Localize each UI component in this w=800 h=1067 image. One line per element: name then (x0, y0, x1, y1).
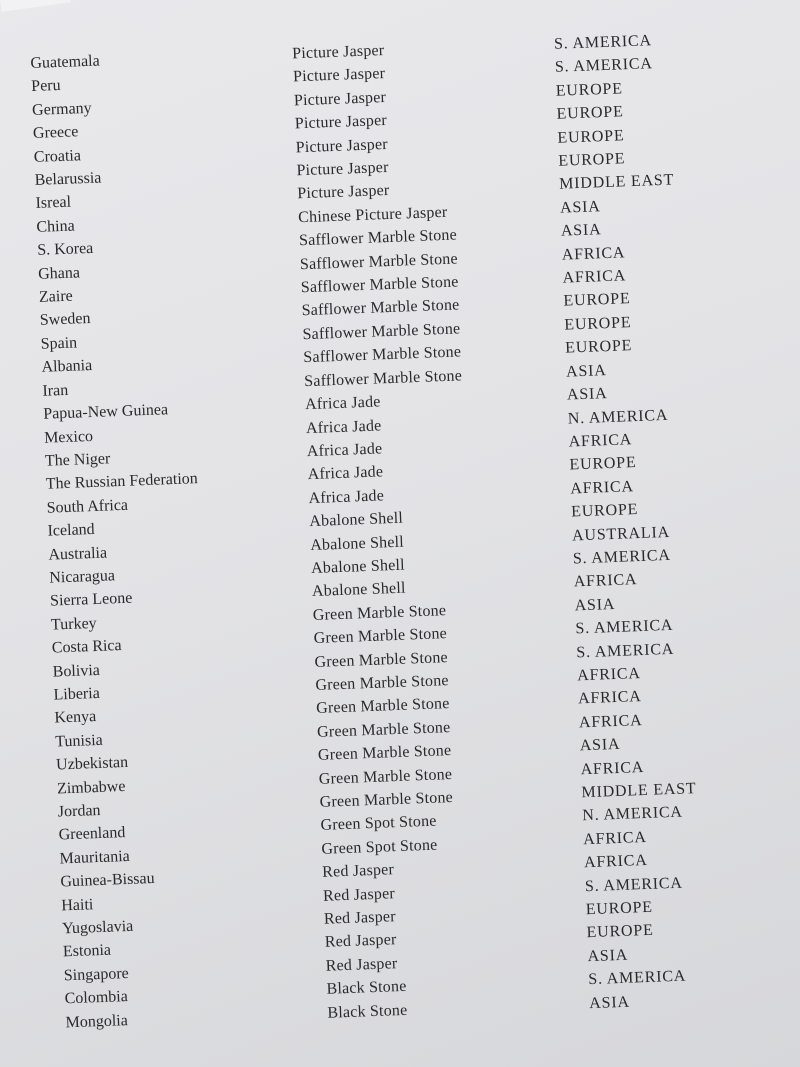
material-cell: Green Marble Stone (317, 742, 452, 765)
region-cell: EUROPE (569, 454, 637, 474)
material-cell: Green Marble Stone (312, 601, 447, 624)
region-cell: AFRICA (561, 243, 626, 264)
material-cell: Abalone Shell (309, 533, 405, 554)
country-cell: Estonia (62, 942, 112, 961)
country-cell: Guatemala (30, 52, 100, 72)
region-cell: AFRICA (562, 267, 627, 287)
country-cell: Zaire (38, 287, 74, 306)
material-cell: Green Marble Stone (319, 789, 454, 811)
material-cell: Red Jasper (325, 954, 398, 975)
country-cell: Singapore (63, 964, 130, 985)
material-cell: Africa Jade (307, 463, 384, 484)
country-cell: Croatia (33, 146, 82, 166)
material-cell: Africa Jade (308, 487, 385, 507)
region-cell: EUROPE (563, 290, 631, 311)
material-cell: Picture Jasper (292, 65, 386, 86)
country-cell: Nicaragua (48, 567, 116, 587)
country-cell: The Niger (44, 450, 111, 470)
country-cell: The Russian Federation (45, 470, 199, 494)
material-cell: Red Jasper (321, 861, 395, 882)
region-cell: AFRICA (568, 431, 633, 451)
region-cell: AFRICA (577, 688, 642, 708)
country-cell: Albania (41, 357, 93, 377)
region-cell: S. AMERICA (575, 616, 674, 638)
country-cell: Haiti (60, 895, 94, 915)
region-cell: MIDDLE EAST (558, 171, 675, 194)
region-cell: N. AMERICA (582, 804, 684, 825)
region-cell: ASIA (566, 385, 608, 404)
country-cell: Belarussia (34, 169, 102, 189)
country-cell: South Africa (46, 496, 129, 517)
region-cell: EUROPE (564, 314, 632, 334)
material-cell: Green Marble Stone (318, 765, 453, 788)
material-cell: Green Spot Stone (320, 813, 437, 835)
country-cell: Mauritania (59, 847, 131, 868)
region-cell: S. AMERICA (554, 55, 653, 77)
country-cell: Mongolia (65, 1011, 129, 1031)
material-cell: Green Marble Stone (313, 625, 448, 648)
region-cell: AFRICA (573, 571, 638, 591)
country-cell: Papua-New Guinea (42, 401, 169, 423)
material-cell: Green Marble Stone (316, 718, 451, 741)
material-cell: Africa Jade (304, 393, 381, 414)
region-cell: ASIA (588, 993, 631, 1012)
country-cell: China (36, 217, 75, 236)
country-cell: Spain (40, 334, 78, 353)
region-cell: ASIA (579, 736, 621, 755)
country-cell: Costa Rica (51, 637, 122, 657)
country-cell: Peru (30, 77, 61, 96)
region-cell: ASIA (587, 946, 629, 966)
material-cell: Black Stone (326, 978, 407, 999)
material-cell: Abalone Shell (311, 579, 406, 601)
material-cell: Africa Jade (305, 416, 382, 437)
region-cell: EUROPE (570, 501, 639, 521)
country-cell: Iran (42, 381, 69, 400)
material-cell: Safflower Marble Stone (303, 343, 462, 367)
material-cell: Picture Jasper (293, 88, 387, 110)
material-cell: Picture Jasper (296, 158, 389, 180)
material-cell: Black Stone (327, 1001, 408, 1022)
region-cell: AFRICA (576, 665, 641, 685)
region-cell: S. AMERICA (576, 640, 675, 661)
region-cell: EUROPE (564, 337, 633, 357)
region-cell: EUROPE (557, 126, 625, 147)
country-cell: Guinea-Bissau (60, 870, 155, 891)
material-cell: Green Marble Stone (315, 695, 450, 718)
country-cell: Jordan (57, 801, 101, 821)
region-cell: S. AMERICA (588, 967, 687, 989)
country-cell: Uzbekistan (55, 754, 129, 774)
table-body (30, 25, 800, 1035)
material-cell: Chinese Picture Jasper (297, 203, 448, 227)
material-cell: Africa Jade (306, 440, 383, 461)
material-cell: Green Spot Stone (321, 836, 438, 858)
region-cell: ASIA (559, 198, 601, 217)
material-cell: Green Marble Stone (315, 672, 449, 694)
country-cell: Turkey (50, 614, 97, 634)
country-cell: Sweden (39, 310, 91, 330)
region-cell: EUROPE (555, 80, 624, 100)
country-cell: Iceland (47, 521, 95, 540)
region-cell: S. AMERICA (584, 874, 683, 895)
region-cell: AUSTRALIA (571, 523, 671, 544)
region-cell: AFRICA (570, 477, 635, 498)
region-cell: S. AMERICA (553, 32, 653, 53)
material-cell: Safflower Marble Stone (299, 250, 459, 273)
material-cell: Picture Jasper (297, 182, 390, 203)
region-cell: ASIA (574, 595, 616, 615)
material-cell: Red Jasper (322, 884, 396, 905)
region-cell: EUROPE (558, 150, 626, 170)
material-cell: Safflower Marble Stone (302, 320, 461, 344)
region-cell: ASIA (560, 221, 602, 240)
country-cell: Zimbabwe (56, 777, 126, 798)
material-cell: Safflower Marble Stone (300, 273, 459, 297)
country-cell: Ghana (37, 263, 81, 283)
region-cell: MIDDLE EAST (581, 780, 697, 802)
region-cell: AFRICA (578, 711, 643, 732)
country-cell: Kenya (54, 708, 97, 727)
region-cell: ASIA (565, 361, 607, 381)
country-cell: Australia (48, 544, 108, 564)
region-cell: AFRICA (580, 758, 645, 778)
country-cell: Greece (32, 123, 79, 143)
material-cell: Green Marble Stone (314, 648, 449, 671)
material-cell: Safflower Marble Stone (301, 296, 460, 320)
material-cell: Picture Jasper (291, 42, 385, 63)
country-cell: Germany (31, 99, 92, 119)
country-cell: Liberia (53, 684, 101, 704)
region-cell: EUROPE (585, 898, 654, 919)
country-cell: Isreal (35, 194, 72, 213)
country-cell: Bolivia (52, 661, 101, 681)
material-cell: Safflower Marble Stone (298, 226, 458, 250)
country-cell: Mexico (43, 427, 94, 447)
material-cell: Safflower Marble Stone (303, 367, 463, 390)
region-cell: S. AMERICA (572, 546, 671, 568)
country-cell: Greenland (58, 824, 126, 844)
material-cell: Red Jasper (324, 931, 397, 952)
stone-origin-table (30, 25, 800, 1035)
country-cell: Tunisia (54, 731, 104, 751)
region-cell: AFRICA (583, 852, 648, 872)
material-cell: Abalone Shell (310, 556, 406, 577)
material-cell: Red Jasper (323, 908, 397, 928)
country-cell: Sierra Leone (49, 589, 133, 610)
region-cell: N. AMERICA (567, 406, 669, 428)
country-cell: Yugoslavia (61, 917, 134, 938)
country-cell: S. Korea (36, 240, 94, 260)
region-cell: EUROPE (586, 922, 654, 942)
country-cell: Colombia (64, 988, 129, 1008)
region-cell: AFRICA (582, 828, 647, 849)
material-cell: Picture Jasper (294, 112, 388, 133)
material-cell: Abalone Shell (309, 509, 404, 531)
region-cell: EUROPE (556, 103, 624, 123)
material-cell: Picture Jasper (295, 135, 389, 156)
